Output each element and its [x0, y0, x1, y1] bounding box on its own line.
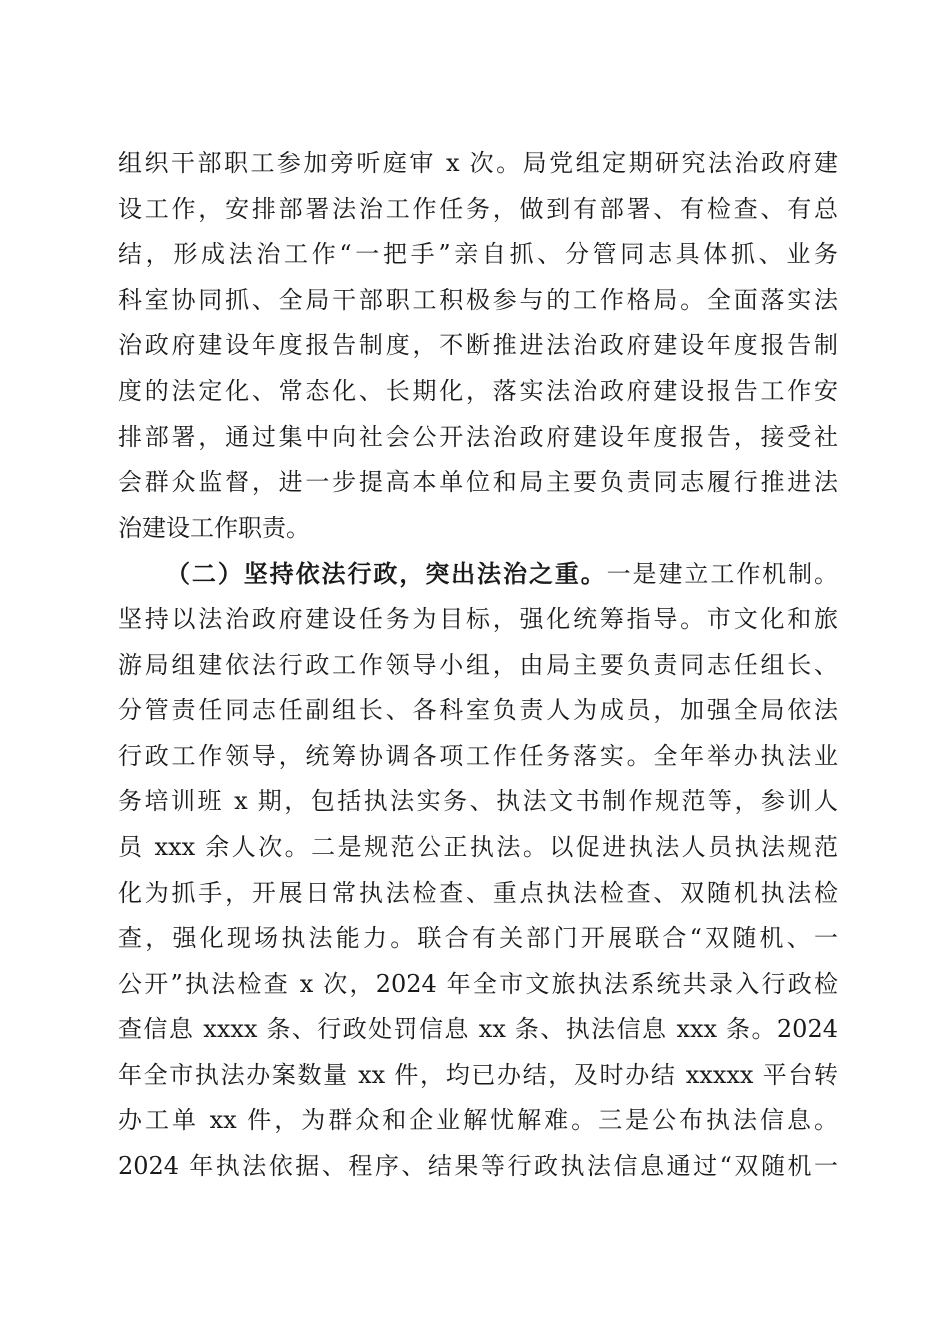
text-line: 设工作，安排部署法治工作任务，做到有部署、有检查、有总 — [118, 194, 838, 223]
text-line: 查，强化现场执法能力。联合有关部门开展联合“双随机、一 — [118, 924, 838, 953]
body-text — [118, 141, 838, 1190]
text-line: 度的法定化、常态化、长期化，落实法治政府建设报告工作安 — [118, 376, 838, 405]
section-heading-continuation: 一是建立工作机制。 — [606, 560, 838, 589]
text-line: 化为抓手，开展日常执法检查、重点执法检查、双随机执法检 — [118, 878, 838, 907]
text-line: 年全市执法办案数量 xx 件，均已办结，及时办结 xxxxx 平台转 — [118, 1060, 838, 1089]
text-line: 结，形成法治工作“一把手”亲自抓、分管同志具体抓、业务 — [118, 240, 838, 269]
text-line: 组织干部职工参加旁听庭审 x 次。局党组定期研究法治政府建 — [118, 149, 838, 177]
text-line: 行政工作领导，统筹协调各项工作任务落实。全年举办执法业 — [118, 741, 838, 770]
text-line: 员 xxx 余人次。二是规范公正执法。以促进执法人员执法规范 — [118, 832, 838, 861]
section-heading-line — [118, 551, 838, 597]
text-line: 分管责任同志任副组长、各科室负责人为成员，加强全局依法 — [118, 696, 838, 725]
section-heading: （二）坚持依法行政，突出法治之重。 — [166, 559, 607, 589]
text-line: 治建设工作职责。 — [118, 513, 310, 542]
text-line: 公开”执法检查 x 次，2024 年全市文旅执法系统共录入行政检 — [118, 969, 838, 998]
text-line: 排部署，通过集中向社会公开法治政府建设年度报告，接受社 — [118, 422, 838, 451]
text-line: 2024 年执法依据、程序、结果等行政执法信息通过“双随机一 — [118, 1152, 838, 1181]
text-line: 游局组建依法行政工作领导小组，由局主要负责同志任组长、 — [118, 650, 838, 679]
text-line: 治政府建设年度报告制度，不断推进法治政府建设年度报告制 — [118, 331, 838, 360]
text-line: 坚持以法治政府建设任务为目标，强化统筹指导。市文化和旅 — [118, 604, 838, 633]
text-line: 办工单 xx 件，为群众和企业解忧解难。三是公布执法信息。 — [118, 1106, 838, 1135]
text-line: 查信息 xxxx 条、行政处罚信息 xx 条、执法信息 xxx 条。2024 — [118, 1015, 838, 1044]
text-line: 会群众监督，进一步提高本单位和局主要负责同志履行推进法 — [118, 468, 838, 497]
text-line: 务培训班 x 期，包括执法实务、执法文书制作规范等，参训人 — [118, 787, 838, 816]
text-line: 科室协同抓、全局干部职工积极参与的工作格局。全面落实法 — [118, 285, 838, 314]
